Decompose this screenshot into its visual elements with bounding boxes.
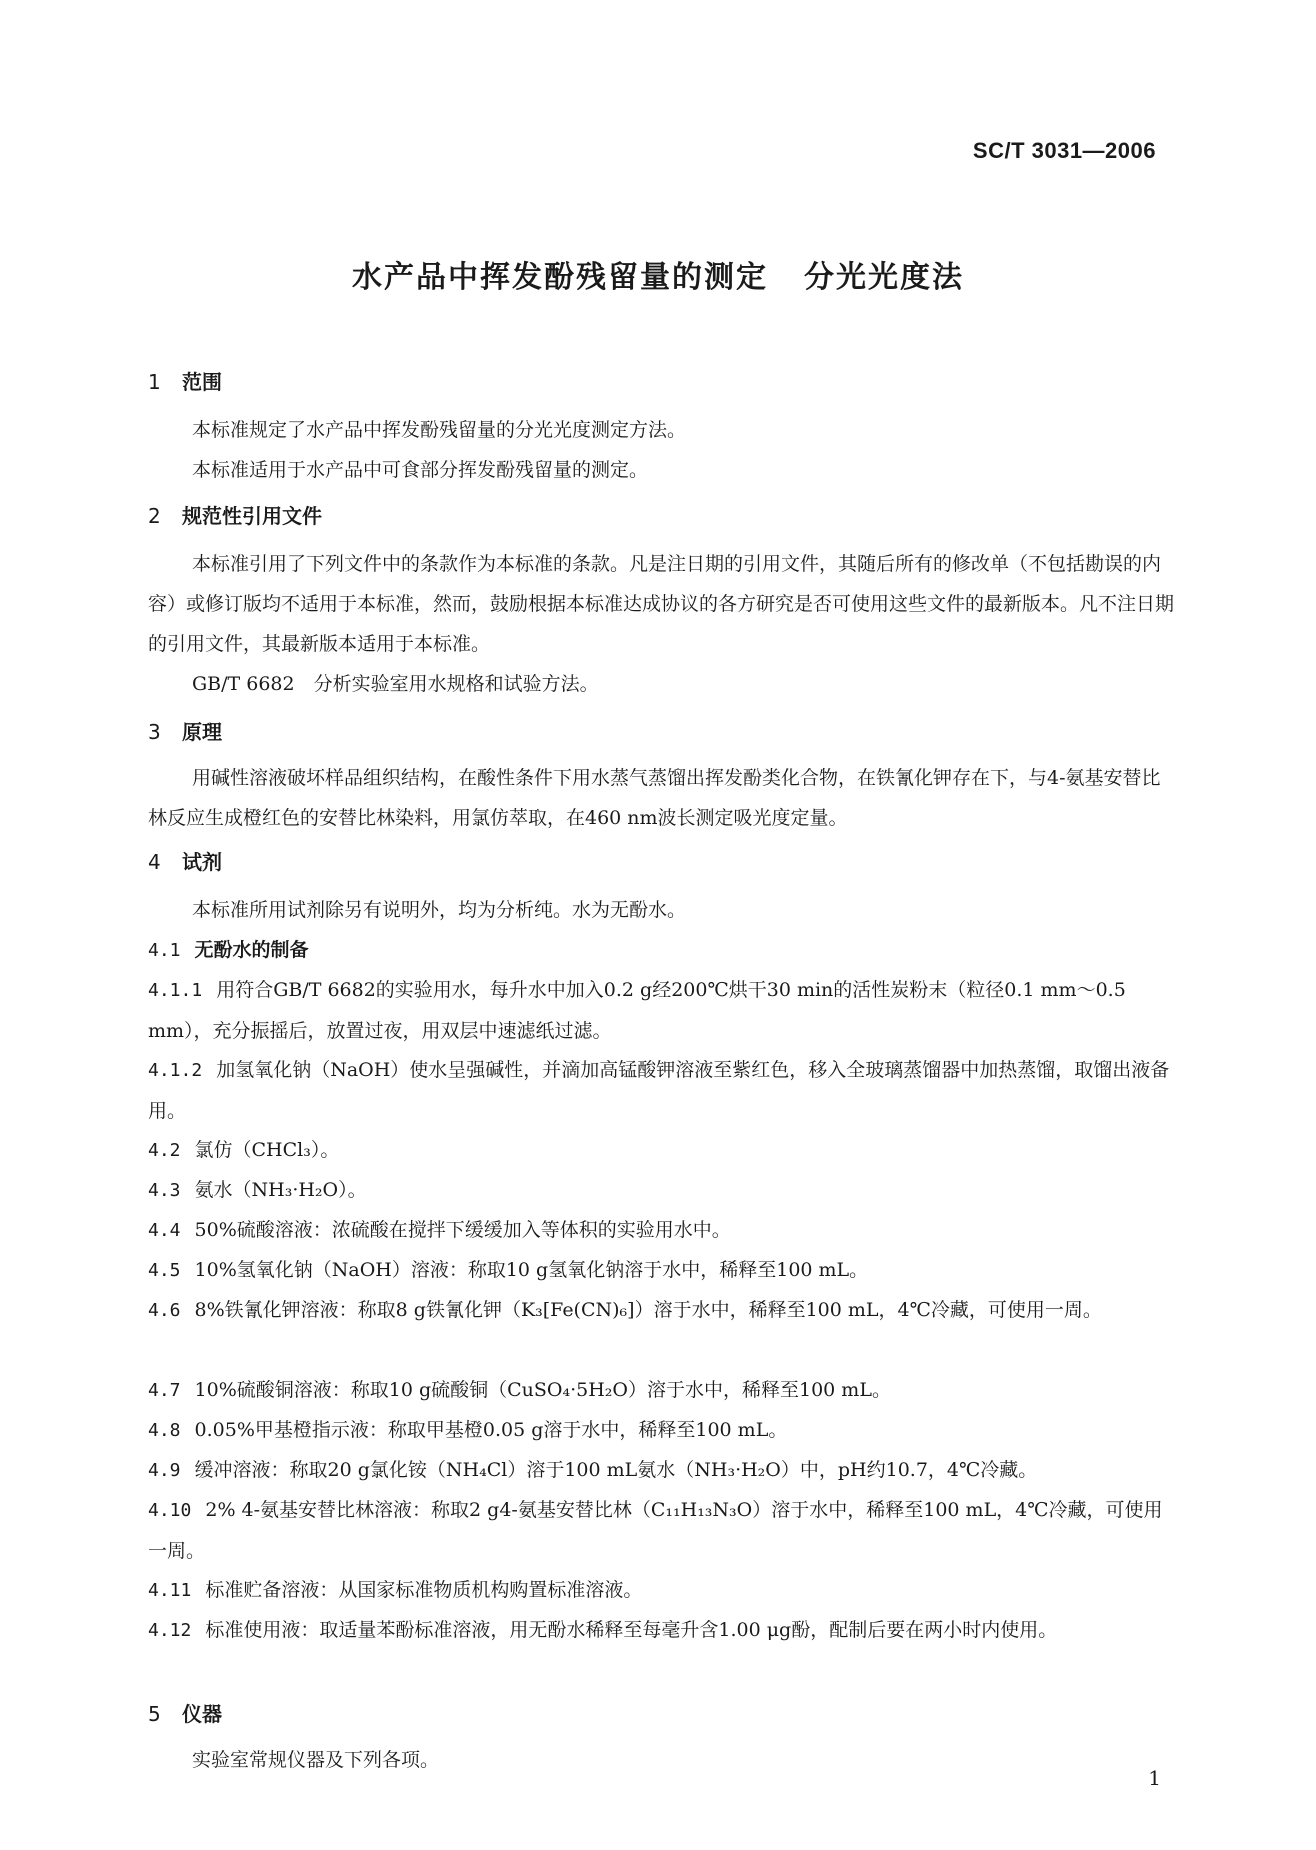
item-4-4: 4.4 50%硫酸溶液：浓硫酸在搅拌下缓缓加入等体积的实验用水中。 — [148, 1219, 731, 1241]
section-5-heading: 5 仪器 — [148, 1702, 222, 1726]
section-4-para-1: 本标准所用试剂除另有说明外，均为分析纯。水为无酚水。 — [192, 899, 687, 921]
item-4-5: 4.5 10%氢氧化钠（NaOH）溶液：称取10 g氢氧化钠溶于水中，稀释至100 mL。 — [148, 1259, 869, 1281]
standard-code: SC/T 3031—2006 — [972, 138, 1156, 163]
section-3-para-1: 用碱性溶液破坏样品组织结构，在酸性条件下用水蒸气蒸馏出挥发酚类化合物，在铁氰化钾存在下，与4-氨基安替比林反应生成橙红色的安替比林染料，用氯仿萃取，在460 nm波长测定吸光度定量。 — [148, 767, 1161, 829]
section-4-heading: 4 试剂 — [148, 850, 222, 874]
item-4-1: 4.1 无酚水的制备 — [148, 939, 309, 961]
item-4-1-1: 4.1.1 用符合GB/T 6682的实验用水，每升水中加入0.2 g经200℃烘干30 min的活性炭粉末（粒径0.1 mm～0.5 mm），充分振摇后，放置过夜，用双层中速滤纸过滤。 — [148, 979, 1126, 1042]
item-4-9: 4.9 缓冲溶液：称取20 g氯化铵（NH₄Cl）溶于100 mL氨水（NH₃·H₂O）中，pH约10.7，4℃冷藏。 — [148, 1459, 1038, 1481]
item-4-8: 4.8 0.05%甲基橙指示液：称取甲基橙0.05 g溶于水中，稀释至100 mL。 — [148, 1419, 788, 1441]
section-3-heading: 3 原理 — [148, 720, 222, 744]
title-main: 水产品中挥发酚残留量的测定 — [352, 260, 768, 295]
document-title — [0, 252, 1316, 296]
section-5-para-1: 实验室常规仪器及下列各项。 — [192, 1749, 440, 1771]
section-2-para-2: GB/T 6682 分析实验室用水规格和试验方法。 — [192, 673, 599, 695]
page-number: 1 — [1148, 1766, 1161, 1790]
item-4-12: 4.12 标准使用液：取适量苯酚标准溶液，用无酚水稀释至每毫升含1.00 μg酚，配制后要在两小时内使用。 — [148, 1619, 1058, 1641]
title-sub: 分光光度法 — [804, 260, 964, 295]
section-2-heading: 2 规范性引用文件 — [148, 504, 322, 528]
item-4-2: 4.2 氯仿（CHCl₃）。 — [148, 1139, 340, 1161]
item-4-11: 4.11 标准贮备溶液：从国家标准物质机构购置标准溶液。 — [148, 1579, 643, 1601]
section-1-para-1: 本标准规定了水产品中挥发酚残留量的分光光度测定方法。 — [192, 419, 687, 441]
section-2-para-1: 本标准引用了下列文件中的条款作为本标准的条款。凡是注日期的引用文件，其随后所有的修改单（不包括勘误的内容）或修订版均不适用于本标准，然而，鼓励根据本标准达成协议的各方研究是否可使用这些文件的最新版本。凡不注日期的引用文件，其最新版本适用于本标准。 — [148, 553, 1175, 655]
item-4-6: 4.6 8%铁氰化钾溶液：称取8 g铁氰化钾（K₃[Fe(CN)₆]）溶于水中，稀释至100 mL，4℃冷藏，可使用一周。 — [148, 1299, 1102, 1321]
section-1-heading: 1 范围 — [148, 370, 222, 394]
item-4-3: 4.3 氨水（NH₃·H₂O）。 — [148, 1179, 367, 1201]
item-4-10: 4.10 2% 4-氨基安替比林溶液：称取2 g4-氨基安替比林（C₁₁H₁₃N₃O）溶于水中，稀释至100 mL，4℃冷藏，可使用一周。 — [148, 1499, 1163, 1562]
section-1-para-2: 本标准适用于水产品中可食部分挥发酚残留量的测定。 — [192, 459, 649, 481]
item-4-7: 4.7 10%硫酸铜溶液：称取10 g硫酸铜（CuSO₄·5H₂O）溶于水中，稀释至100 mL。 — [148, 1379, 891, 1401]
item-4-1-2: 4.1.2 加氢氧化钠（NaOH）使水呈强碱性，并滴加高锰酸钾溶液至紫红色，移入全玻璃蒸馏器中加热蒸馏，取馏出液备用。 — [148, 1059, 1170, 1122]
